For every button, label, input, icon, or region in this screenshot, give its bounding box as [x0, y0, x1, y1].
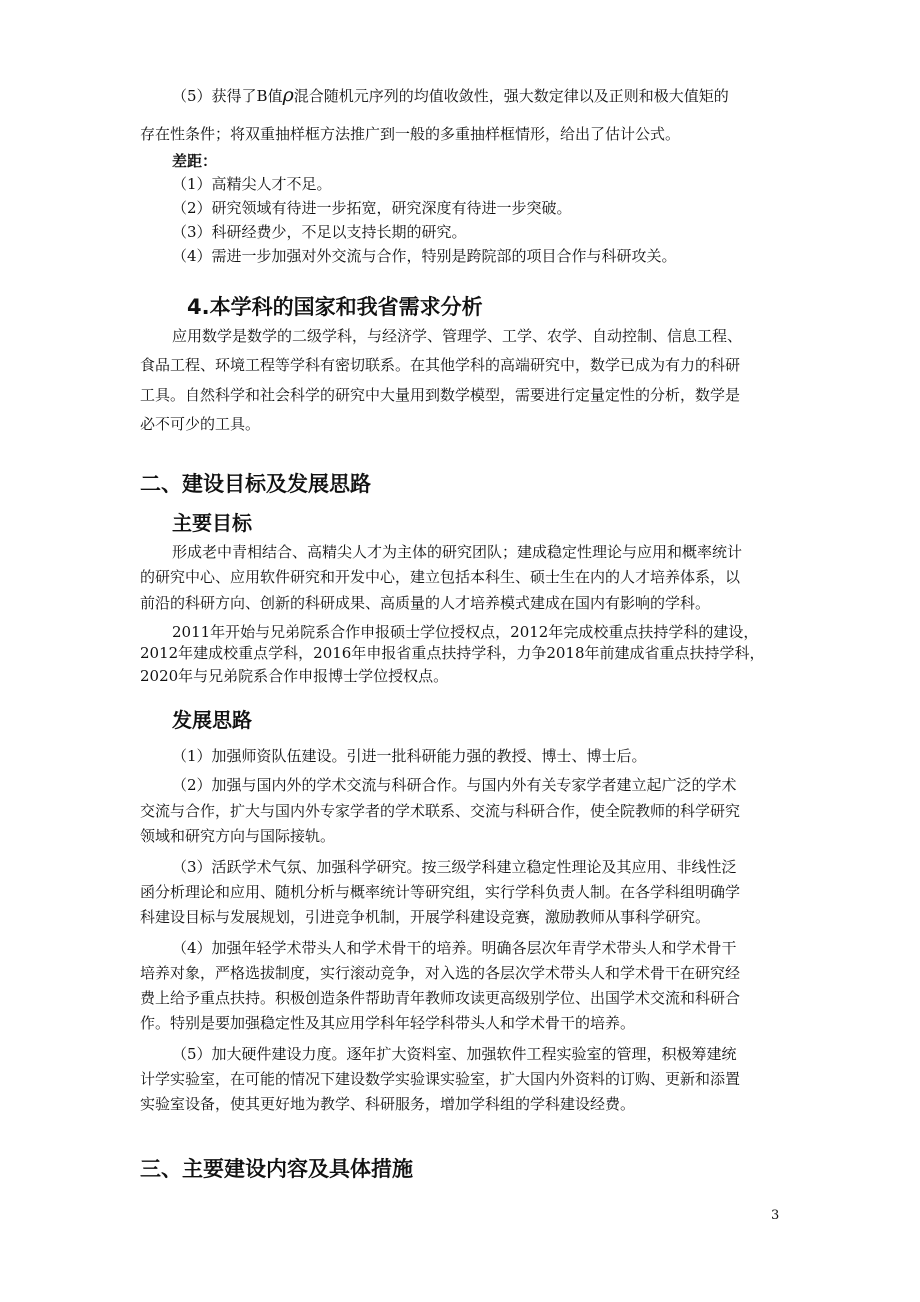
- goal-para-1-line-2: 的研究中心、应用软件研究和开发中心，建立包括本科生、硕士生在内的人才培养体系，以: [140, 568, 741, 586]
- gap-item-3: （3）科研经费少，不足以支持长期的研究。: [172, 223, 467, 241]
- goal-para-1-line-3: 前沿的科研方向、创新的科研成果、高质量的人才培养模式建成在国内有影响的学科。: [140, 594, 711, 612]
- section-4-line-2: 食品工程、环境工程等学科有密切联系。在其他学科的高端研究中，数学已成为有力的科研: [140, 356, 741, 374]
- part-3-heading: 三、主要建设内容及具体措施: [140, 1157, 413, 1181]
- section-4-line-3: 工具。自然科学和社会科学的研究中大量用到数学模型，需要进行定量定性的分析，数学是: [140, 386, 741, 404]
- idea-item-2-line-3: 领域和研究方向与国际接轨。: [140, 827, 336, 845]
- achievement-item-5-post: 混合随机元序列的均值收敛性，强大数定律以及正则和极大值矩的: [293, 87, 729, 105]
- section-4-line-1: 应用数学是数学的二级学科，与经济学、管理学、工学、农学、自动控制、信息工程、: [172, 327, 743, 345]
- main-goal-heading: 主要目标: [172, 511, 252, 535]
- gap-item-1: （1）高精尖人才不足。: [172, 175, 332, 193]
- gap-title: 差距：: [172, 152, 218, 170]
- section-4-heading: 4.本学科的国家和我省需求分析: [187, 295, 483, 319]
- idea-item-5-line-2: 计学实验室，在可能的情况下建设数学实验课实验室，扩大国内外资料的订购、更新和添置: [140, 1070, 741, 1088]
- idea-item-2-line-2: 交流与合作，扩大与国内外专家学者的学术联系、交流与科研合作，使全院教师的科学研究: [140, 802, 741, 820]
- page-number: 3: [771, 1208, 780, 1223]
- idea-item-2-line-1: （2）加强与国内外的学术交流与科研合作。与国内外有关专家学者建立起广泛的学术: [172, 776, 737, 794]
- achievement-item-5-pre: （5）获得了B值: [172, 87, 283, 105]
- rho-symbol: ρ: [282, 84, 294, 106]
- idea-item-4-line-3: 费上给予重点扶持。积极创造条件帮助青年教师攻读更高级别学位、出国学术交流和科研合: [140, 989, 741, 1007]
- section-4-line-4: 必不可少的工具。: [140, 415, 261, 433]
- idea-item-4-line-2: 培养对象，严格选拔制度，实行滚动竞争，对入选的各层次学术带头人和学术骨干在研究经: [140, 964, 741, 982]
- goal-para-2-line-3: 2020年与兄弟院系合作申报博士学位授权点。: [140, 667, 449, 685]
- idea-item-5-line-1: （5）加大硬件建设力度。逐年扩大资料室、加强软件工程实验室的管理，积极筹建统: [172, 1045, 737, 1063]
- idea-item-3-line-2: 函分析理论和应用、随机分析与概率统计等研究组，实行学科负责人制。在各学科组明确学: [140, 883, 741, 901]
- part-2-heading: 二、建设目标及发展思路: [140, 472, 371, 496]
- idea-item-5-line-3: 实验室设备，使其更好地为教学、科研服务，增加学科组的学科建设经费。: [140, 1095, 636, 1113]
- idea-item-4-line-4: 作。特别是要加强稳定性及其应用学科年轻学科带头人和学术骨干的培养。: [140, 1014, 636, 1032]
- idea-item-3-line-1: （3）活跃学术气氛、加强科学研究。按三级学科建立稳定性理论及其应用、非线性泛: [172, 858, 737, 876]
- achievement-item-5-line1: [172, 84, 729, 106]
- gap-item-4: （4）需进一步加强对外交流与合作，特别是跨院部的项目合作与科研攻关。: [172, 247, 677, 265]
- achievement-item-5-line2: 存在性条件；将双重抽样框方法推广到一般的多重抽样框情形，给出了估计公式。: [140, 125, 681, 143]
- development-ideas-heading: 发展思路: [172, 708, 252, 732]
- idea-item-1: （1）加强师资队伍建设。引进一批科研能力强的教授、博士、博士后。: [172, 747, 647, 765]
- idea-item-3-line-3: 科建设目标与发展规划，引进竞争机制，开展学科建设竞赛，激励教师从事科学研究。: [140, 908, 711, 926]
- idea-item-4-line-1: （4）加强年轻学术带头人和学术骨干的培养。明确各层次年青学术带头人和学术骨干: [172, 939, 737, 957]
- goal-para-2-line-1: 2011年开始与兄弟院系合作申报硕士学位授权点，2012年完成校重点扶持学科的建设，: [172, 623, 759, 641]
- goal-para-2-line-2: 2012年建成校重点学科，2016年申报省重点扶持学科，力争2018年前建成省重点扶持学科，: [140, 644, 765, 662]
- gap-item-2: （2）研究领域有待进一步拓宽，研究深度有待进一步突破。: [172, 199, 572, 217]
- goal-para-1-line-1: 形成老中青相结合、高精尖人才为主体的研究团队；建成稳定性理论与应用和概率统计: [172, 543, 743, 561]
